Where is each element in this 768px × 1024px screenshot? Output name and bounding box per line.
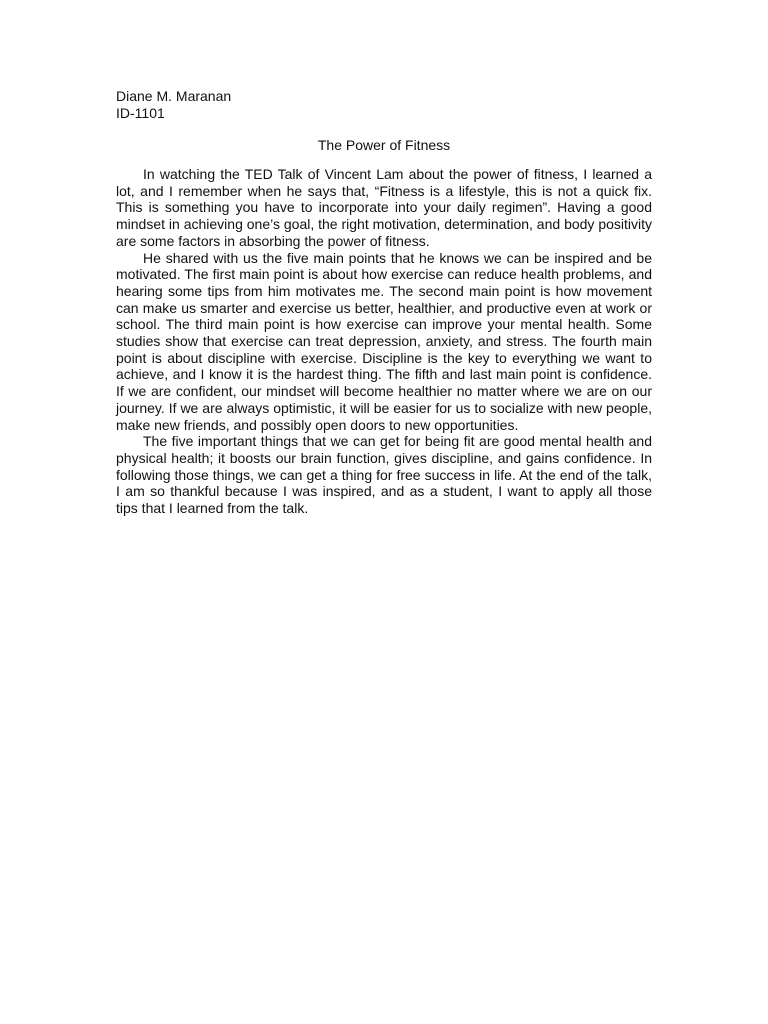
course-id: ID-1101 — [116, 105, 165, 121]
paragraph-2: He shared with us the five main points that he knows we can be inspired and be motivated. The first main point is about how exercise can reduce health problems, and hearing some tips from him motivates me. The second main point is how movement can make us smarter and exercise us better, healthier, and productive even at work or school. The third main point is how exercise can improve your mental health. Some studies show that exercise can treat depression, anxiety, and stress. The fourth main point is about discipline with exercise. Discipline is the key to everything we want to achieve, and I know it is the hardest thing. The fifth and last main point is confidence. If we are confident, our mindset will become healthier no matter where we are on our journey. If we are always optimistic, it will be easier for us to socialize with new people, make new friends, and possibly open doors to new opportunities. — [116, 249, 652, 433]
paragraph-1: In watching the TED Talk of Vincent Lam about the power of fitness, I learned a lot, and I remember when he says that, “Fitness is a lifestyle, this is not a quick fix. This is something you have to incorporate into your daily regimen”. Having a good mindset in achieving one’s goal, the right motivation, determination, and body positivity are some factors in absorbing the power of fitness. — [116, 166, 652, 249]
document-body — [116, 88, 652, 517]
essay-title: The Power of Fitness — [317, 137, 451, 153]
author-name: Diane M. Maranan — [116, 88, 232, 104]
paragraph-3: The five important things that we can get for being fit are good mental health and physical health; it boosts our brain function, gives discipline, and gains confidence. In following those things, we can get a thing for free success in life. At the end of the talk, I am so thankful because I was inspired, and as a student, I want to apply all those tips that I learned from the talk. — [116, 433, 652, 517]
